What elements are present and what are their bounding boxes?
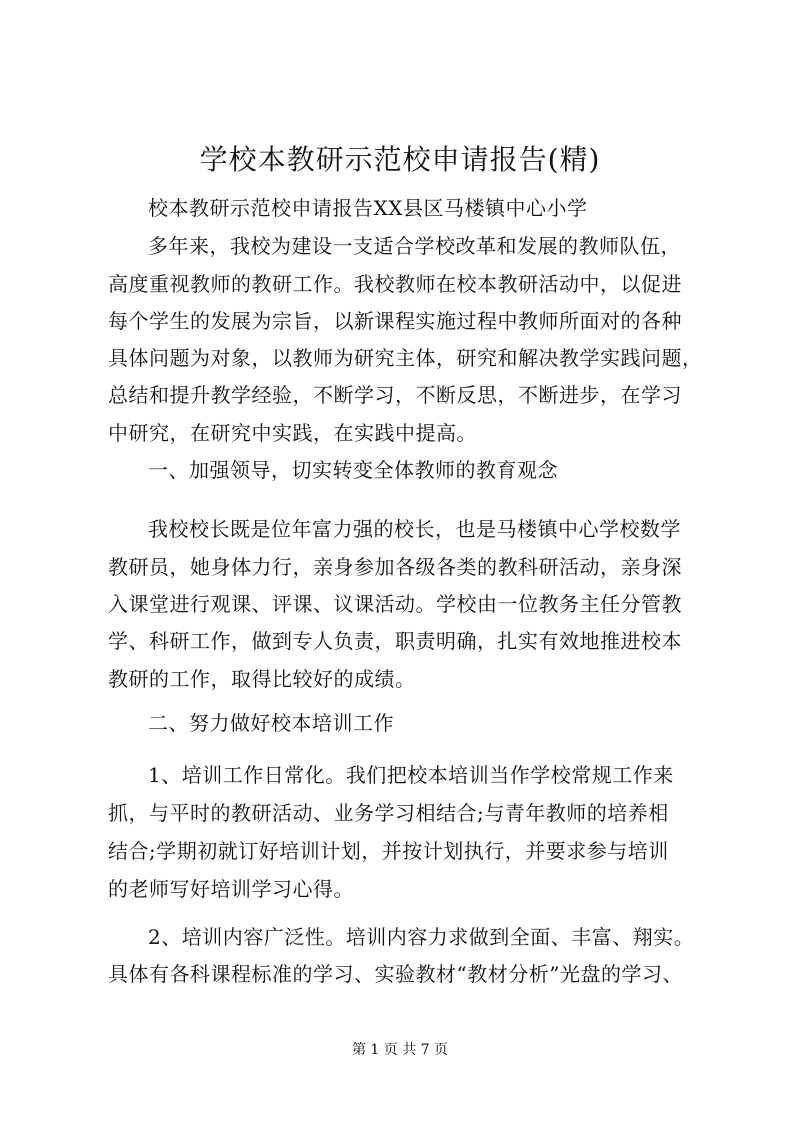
text-line: 中研究，在研究中实践，在实践中提高。: [108, 421, 477, 445]
text-line: 入课堂进行观课、评课、议课活动。学校由一位教务主任分管教: [108, 592, 682, 616]
text-line: 我校校长既是位年富力强的校长，也是马楼镇中心学校数学: [148, 517, 681, 541]
section-heading: 二、努力做好校本培训工作: [148, 711, 394, 735]
text-line: 总结和提升教学经验，不断学习，不断反思，不断进步，在学习: [108, 383, 682, 407]
text-line: 教研的工作，取得比较好的成绩。: [108, 667, 416, 691]
text-line: 具体问题为对象，以教师为研究主体，研究和解决教学实践问题，: [108, 346, 703, 370]
section-heading: 一、加强领导，切实转变全体教师的教育观念: [148, 458, 558, 482]
text-line: 结合;学期初就订好培训计划，并按计划执行，并要求参与培训: [108, 839, 669, 863]
text-line: 的老师写好培训学习心得。: [108, 877, 354, 901]
text-line: 每个学生的发展为宗旨，以新课程实施过程中教师所面对的各种: [108, 309, 682, 333]
text-line: 抓，与平时的教研活动、业务学习相结合;与青年教师的培养相: [108, 801, 669, 825]
text-line: 2、培训内容广泛性。培训内容力求做到全面、丰富、翔实。: [148, 925, 695, 949]
text-line: 教研员，她身体力行，亲身参加各级各类的教科研活动，亲身深: [108, 555, 682, 579]
text-line: 学、科研工作，做到专人负责，职责明确，扎实有效地推进校本: [108, 629, 682, 653]
document-title: 学校本教研示范校申请报告(精): [199, 143, 601, 176]
text-line: 高度重视教师的教研工作。我校教师在校本教研活动中，以促进: [108, 272, 682, 296]
text-line: 多年来，我校为建设一支适合学校改革和发展的教师队伍，: [148, 234, 681, 258]
page-footer: 第 1 页 共 7 页: [351, 1042, 449, 1058]
text-line: 具体有各科课程标准的学习、实验教材“教材分析”光盘的学习、: [108, 962, 683, 986]
text-line: 1、培训工作日常化。我们把校本培训当作学校常规工作来: [148, 763, 674, 787]
text-line: 校本教研示范校申请报告XX县区马楼镇中心小学: [148, 196, 588, 220]
